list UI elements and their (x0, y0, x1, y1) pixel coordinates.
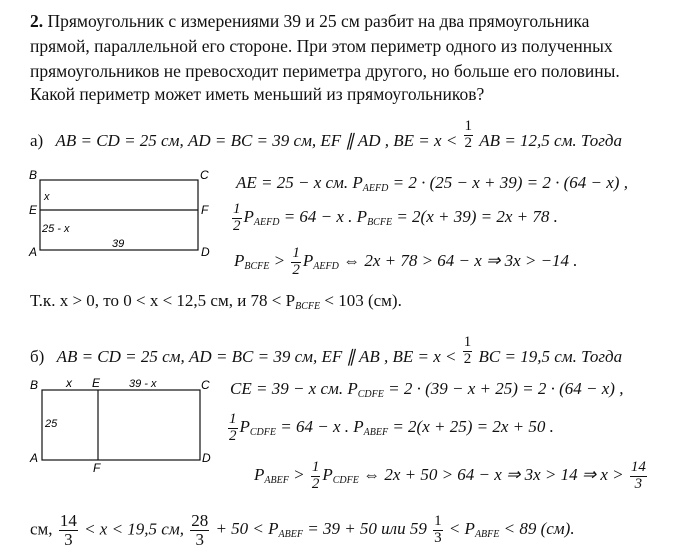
label-B-b: B (30, 378, 39, 392)
part-a-conclusion: Т.к. x > 0, то 0 < x < 12,5 см, и $78 < P_{BCFE} < 103$ (см). (30, 291, 402, 312)
part-b-label: б) (30, 347, 45, 366)
part-b-eq3-frac: $\frac{1}{2}$ (311, 459, 320, 492)
problem-number: 2. (30, 11, 44, 31)
label-25-x: 25 - x (42, 223, 70, 235)
part-a-frac: $\frac{1}{2}$ (464, 117, 473, 151)
problem-line-4: Какой периметр может иметь меньший из прямоугольников? (30, 84, 485, 104)
part-a-label: а) (30, 131, 44, 150)
concl-frac-28-3: $\frac{28}{3}$ (191, 511, 209, 549)
figure-b (28, 374, 220, 474)
label-A-b: A (30, 451, 39, 465)
part-b-eq3: $P_{ABEF}$ > $\frac{1}{2}$ $P_{CDFE}$ ⇔ 2x + 50 > 64 − x ⇒ 3x > 14 ⇒ x > $\frac{14}{3}$ (254, 459, 646, 492)
problem-line-1 (30, 13, 589, 31)
problem-text-1: Прямоугольник с измерениями 39 и 25 см разбит на два прямоугольника (47, 11, 590, 31)
part-a-header (30, 117, 623, 151)
label-39: 39 (112, 238, 125, 250)
part-a-eq3-frac: $\frac{1}{2}$ (292, 245, 300, 278)
label-x: x (44, 191, 50, 203)
problem-line-3: прямоугольников не превосходит периметра другого, но больше его половины. (30, 61, 620, 81)
part-a-eq1: AE = 25 − x см. $P_{AEFD} = 2 \cdot (25 - x + 39) = 2 \cdot (64 - x)$ , (236, 173, 628, 194)
label-D: D (201, 245, 210, 259)
label-F-b: F (93, 461, 101, 474)
concl-frac-1-3: $\frac{1}{3}$ (434, 513, 442, 546)
part-a-eq2-frac: $\frac{1}{2}$ (233, 201, 241, 234)
label-F: F (201, 203, 209, 217)
label-B: B (29, 168, 38, 182)
rect-abcd-b (42, 390, 200, 460)
concl-frac-14-3: $\frac{14}{3}$ (59, 511, 77, 549)
label-C-b: C (201, 378, 210, 392)
part-b-lead: AB = CD = 25 см, AD = BC = 39 см, EF ∥ AB , BE = x < (56, 347, 457, 366)
part-b-conclusion: см, $\frac{14}{3}$ < x < 19,5 см, $\frac{28}{3}$ + $50 < P_{ABEF} = 39 + 50$ или 59 $\frac{1}{3}$ < $P_{ABFE} < 89$ (см). (30, 511, 575, 549)
part-b-header (30, 333, 623, 367)
part-b-eq2-frac: $\frac{1}{2}$ (229, 411, 237, 444)
part-b-frac: $\frac{1}{2}$ (463, 333, 472, 367)
label-25-b: 25 (45, 418, 58, 430)
problem-line-2: прямой, параллельной его стороне. При этом периметр одного из полученных (30, 36, 613, 56)
part-a-lead-tail: AB = 12,5 см. Тогда (479, 131, 623, 150)
label-A: A (29, 245, 38, 259)
label-39-x: 39 - x (129, 378, 157, 390)
label-E: E (29, 203, 38, 217)
label-x-b: x (66, 376, 72, 390)
part-b-eq3-frac-14-3: $\frac{14}{3}$ (630, 459, 646, 492)
part-b-lead-tail: BC = 19,5 см. Тогда (478, 347, 623, 366)
part-a-lead: AB = CD = 25 см, AD = BC = 39 см, EF ∥ AD , BE = x < (55, 131, 458, 150)
label-D-b: D (202, 451, 211, 465)
part-a-eq2: $\frac{1}{2}$ $P_{AEFD} = 64 - x$ . $P_{BCFE} = 2(x + 39) = 2x + 78$ . (233, 201, 558, 234)
part-b-eq1: CE = 39 − x см. $P_{CDFE} = 2 \cdot (39 - x + 25) = 2 \cdot (64 - x)$ , (230, 379, 624, 400)
part-a-eq3: $P_{BCFE}$ > $\frac{1}{2}$ $P_{AEFD}$ ⇔ 2x + 78 > 64 − x ⇒ 3x > −14 . (234, 245, 578, 278)
label-C: C (200, 168, 209, 182)
label-E-b: E (92, 376, 101, 390)
part-b-eq2: $\frac{1}{2}$ $P_{CDFE} = 64 - x$ . $P_{ABEF} = 2(x + 25) = 2x + 50$ . (229, 411, 554, 444)
figure-a (28, 168, 218, 260)
